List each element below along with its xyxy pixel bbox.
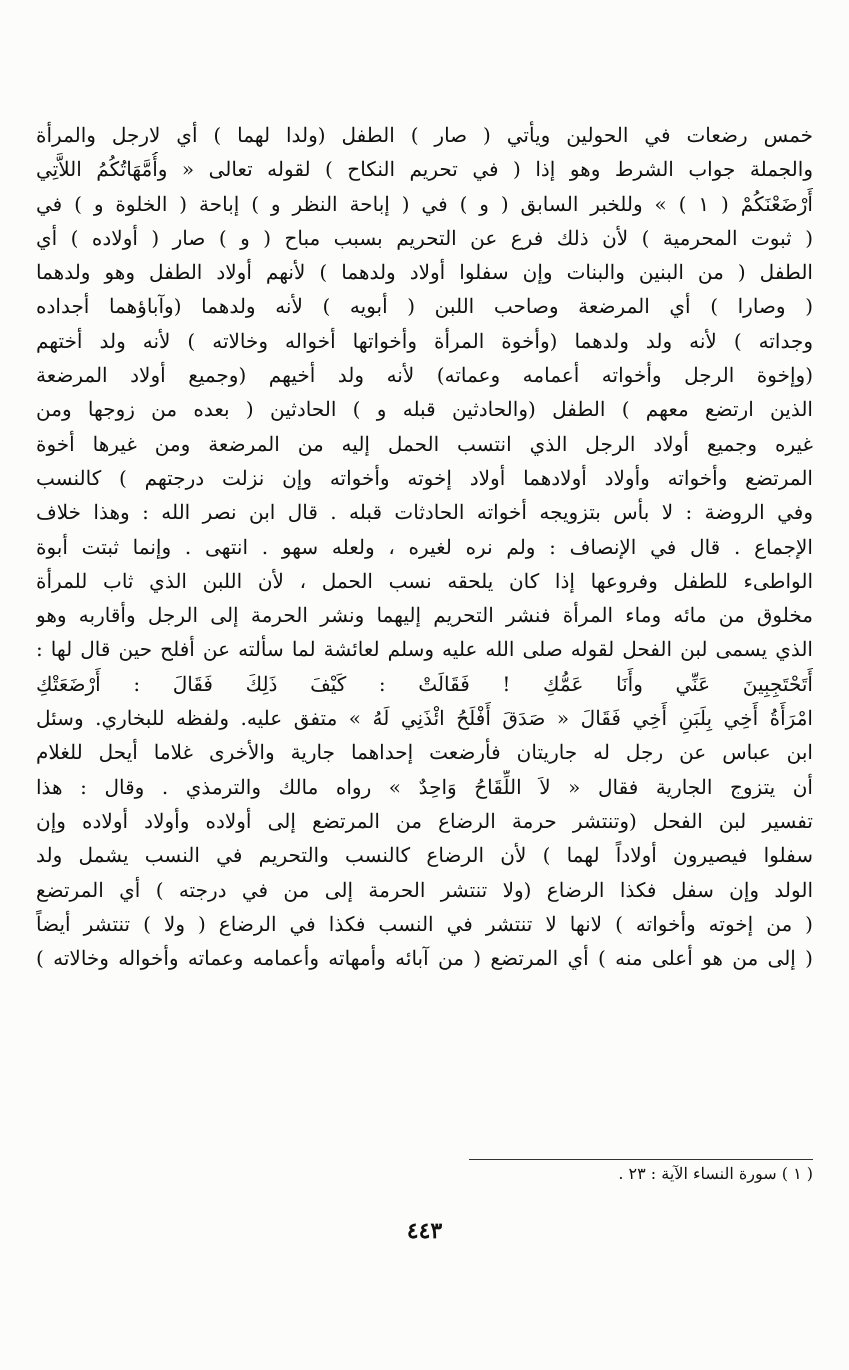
text-line: ( ثبوت المحرمية ) لأن ذلك فرع عن التحريم بسبب مباح ( و ) صار ( أولاده ) أي (36, 225, 813, 250)
text-line: ( وصارا ) أي المرضعة وصاحب اللبن ( أبويه ) لأنه ولدهما (وآباؤهما أجداده (36, 294, 813, 319)
text-line: سفلوا فيصيرون أولاداً لهما ) لأن الرضاع كالنسب والتحريم في النسب يشمل ولد (36, 843, 813, 868)
text-line: الذين ارتضع معهم ) الطفل (والحادثين قبله و ) الحادثين ( بعده من زوجها ومن (36, 397, 813, 422)
text-line: الواطىء للطفل وفروعها إذا كان يلحقه نسب الحمل ، لأن اللبن الذي ثاب للمرأة (36, 568, 813, 593)
text-line: الطفل ( من البنين والبنات وإن سفلوا أولاد ولدهما ) لأنهم أولاد الطفل وهو ولدهما (36, 260, 813, 285)
footnote: ( ١ ) سورة النساء الآية : ٢٣ . (618, 1164, 813, 1183)
text-line: والجملة جواب الشرط وهو إذا ( في تحريم النكاح ) لقوله تعالى « وأُمَّهَاتُكُمُ اللاَّتِي (36, 157, 813, 182)
main-text (36, 118, 813, 975)
text-line: ابن عباس عن رجل له جاريتان فأرضعت إحداهما جارية والأخرى غلاما أيحل للغلام (36, 740, 813, 765)
text-line: وجداته ) لأنه ولد ولدهما (وأخوة المرأة وأخواتها أخواله وخالاته ) لأنه ولد أختهم (36, 328, 813, 353)
text-line: غيره وجميع أولاد الرجل الذي انتسب الحمل إليه من المرضعة ومن غيرها أخوة (36, 431, 813, 456)
text-line: (وإخوة الرجل وأخواته أعمامه وعماته) لأنه ولد أخيهم (وجميع أولاد المرضعة (36, 363, 813, 388)
text-line: مخلوق من مائه وماء المرأة فنشر التحريم إليهما ونشر الحرمة إلى الرجل وأقاربه وهو (36, 603, 813, 628)
page-number: ٤٤٣ (406, 1218, 443, 1244)
hadith-line: أَتَحْتَجِبِينَ عَنِّي وأَنَا عَمُّكِ ! فَقَالَتْ : كَيْفَ ذَلِكَ فَقَالَ : أَرْضَعَتْكِ (36, 671, 813, 696)
text-line: الذي يسمى لبن الفحل لقوله صلى الله عليه وسلم لعائشة لما سألته عن أفلح حين قال لها : (36, 637, 813, 662)
text-line: خمس رضعات في الحولين ويأتي ( صار ) الطفل (ولدا لهما ) أي لارجل والمرأة (36, 123, 813, 147)
text-line: ( من إخوته وأخواته ) لانها لا تنتشر في النسب فكذا في الرضاع ( ولا ) تنتشر أيضاً (36, 911, 813, 936)
text-line: المرتضع وأخواته وأولاد أولادهما أولاد إخوته وأخواته وإن نزلت درجتهم ) كالنسب (36, 465, 813, 490)
footnote-divider (469, 1159, 813, 1160)
text-line: تفسير لبن الفحل (وتنتشر حرمة الرضاع من المرتضع إلى أولاده وأولاد أولاده وإن (36, 808, 813, 833)
text-line: الإجماع . قال في الإنصاف : ولم نره لغيره ، ولعله سهو . انتهى . وإنما ثبتت أبوة (36, 534, 813, 559)
text-line: وفي الروضة : لا بأس بتزويجه أخواته الحادثات قبله . قال ابن نصر الله : وهذا خلاف (36, 500, 813, 525)
text-line: الولد وإن سفل فكذا الرضاع (ولا تنتشر الحرمة إلى من في درجته ) أي المرتضع (36, 877, 813, 902)
hadith-line: امْرَأَةُ أَخِي بِلَبَنِ أَخِي فَقَالَ « صَدَقَ أَفْلَحُ ائْذَنِي لَهُ » متفق عليه. ولفظه للبخاري. وسئل (36, 706, 813, 731)
text-line: ( إلى من هو أعلى منه ) أي المرتضع ( من آبائه وأمهاته وأعمامه وعماته وأخواله وخالاته ) (36, 946, 813, 971)
text-line: أن يتزوج الجارية فقال « لاَ اللِّقَاحُ وَاحِدٌ » رواه مالك والترمذي . وقال : هذا (36, 774, 813, 799)
text-line: أَرْضَعْنَكُمْ ( ١ ) » وللخبر السابق ( و ) في ( إباحة النظر و ) إباحة ( الخلوة و ) في (36, 191, 813, 216)
